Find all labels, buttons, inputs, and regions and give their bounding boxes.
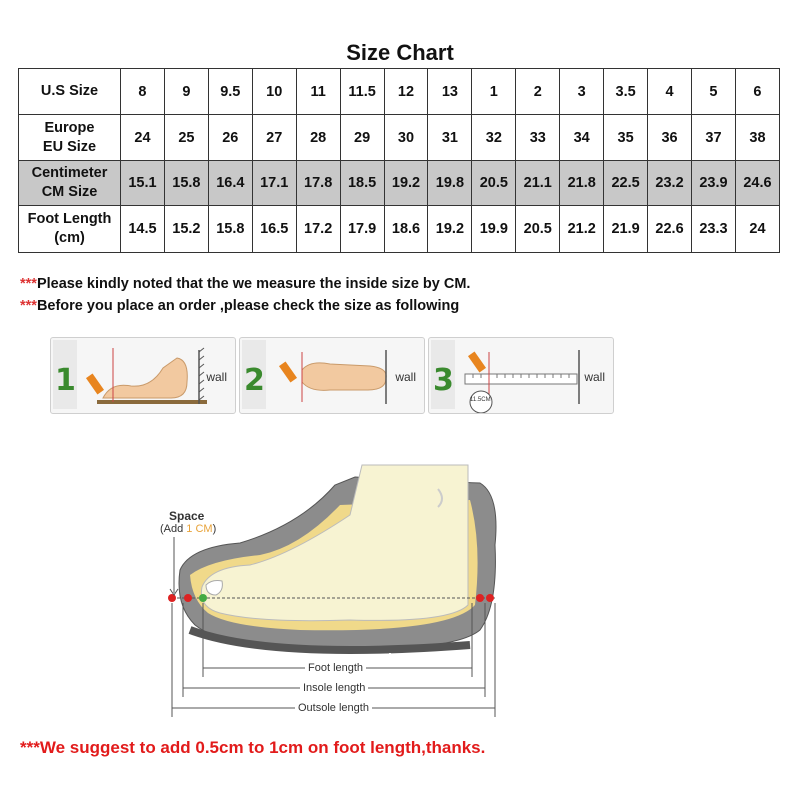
table-cell: 37: [691, 115, 735, 161]
table-cell: 22.6: [648, 206, 692, 253]
row-header: U.S Size: [19, 69, 121, 115]
table-cell: 11.5: [340, 69, 384, 115]
add-space-suffix: ): [212, 523, 217, 535]
table-cell: 19.2: [384, 161, 428, 206]
row-header: [19, 206, 121, 253]
measure-step-2: [239, 337, 425, 414]
row-header: [19, 115, 121, 161]
table-cell: 18.5: [340, 161, 384, 206]
table-cell: 24: [735, 206, 779, 253]
table-cell: 1: [472, 69, 516, 115]
table-cell: 29: [340, 115, 384, 161]
shoe-illustration: [150, 455, 510, 720]
table-cell: 17.9: [340, 206, 384, 253]
row-header-line1: Centimeter: [31, 165, 108, 181]
table-cell: 19.8: [428, 161, 472, 206]
table-cell: 23.3: [691, 206, 735, 253]
table-cell: 30: [384, 115, 428, 161]
table-row-us-size: [19, 69, 780, 115]
outsole-length-label: Outsole length: [295, 702, 372, 714]
note-text: Please kindly noted that the we measure the inside size by CM.: [36, 276, 471, 292]
step-number: 1: [55, 363, 76, 398]
table-cell: 18.6: [384, 206, 428, 253]
table-cell: 28: [296, 115, 340, 161]
table-cell: 17.2: [296, 206, 340, 253]
measure-step-3: [428, 337, 614, 414]
table-cell: 5: [691, 69, 735, 115]
table-cell: 13: [428, 69, 472, 115]
table-cell: 15.2: [164, 206, 208, 253]
row-header-line1: Europe: [44, 119, 95, 136]
note-text: Before you place an order ,please check the size as following: [36, 298, 460, 314]
table-cell: 9.5: [208, 69, 252, 115]
table-cell: 11: [296, 69, 340, 115]
table-cell: 27: [252, 115, 296, 161]
table-cell: 17.8: [296, 161, 340, 206]
insole-length-label: Insole length: [300, 682, 368, 694]
note-check-size: [20, 298, 459, 314]
row-header-line2: (cm): [54, 230, 85, 246]
add-space-label: [160, 523, 216, 535]
table-cell: 22.5: [604, 161, 648, 206]
table-cell: 23.9: [691, 161, 735, 206]
table-cell: 21.8: [560, 161, 604, 206]
table-cell: 35: [604, 115, 648, 161]
table-cell: 15.8: [164, 161, 208, 206]
wall-label: wall: [206, 370, 227, 384]
table-cell: 19.2: [428, 206, 472, 253]
table-row-foot-length: [19, 206, 780, 253]
suggestion-note: ***We suggest to add 0.5cm to 1cm on foot length,thanks.: [20, 738, 486, 757]
table-cell: 15.8: [208, 206, 252, 253]
table-cell: 9: [164, 69, 208, 115]
table-cell: 31: [428, 115, 472, 161]
row-header-line2: EU Size: [42, 138, 97, 155]
table-cell: 3: [560, 69, 604, 115]
measure-step-1: [50, 337, 236, 414]
row-header-line2: CM Size: [41, 184, 98, 200]
size-chart-table: [18, 68, 780, 253]
table-cell: 2: [516, 69, 560, 115]
ruler-value-label: 11.5CM: [470, 397, 491, 403]
table-cell: 6: [735, 69, 779, 115]
table-cell: 3.5: [604, 69, 648, 115]
wall-label: wall: [395, 370, 416, 384]
table-cell: 20.5: [472, 161, 516, 206]
table-cell: 32: [472, 115, 516, 161]
table-cell: 36: [648, 115, 692, 161]
table-cell: 33: [516, 115, 560, 161]
table-cell: 16.4: [208, 161, 252, 206]
table-cell: 23.2: [648, 161, 692, 206]
table-row-eu-size: [19, 115, 780, 161]
note-inside-size: [20, 276, 470, 292]
table-cell: 16.5: [252, 206, 296, 253]
table-cell: 12: [384, 69, 428, 115]
table-cell: 24.6: [735, 161, 779, 206]
table-cell: 15.1: [121, 161, 165, 206]
row-header-line1: Foot Length: [27, 211, 112, 227]
wall-label: wall: [584, 370, 605, 384]
add-space-value: 1 CM: [186, 523, 213, 535]
table-cell: 21.2: [560, 206, 604, 253]
table-row-cm-size: [19, 161, 780, 206]
table-cell: 26: [208, 115, 252, 161]
add-space-prefix: (Add: [160, 523, 187, 535]
table-cell: 10: [252, 69, 296, 115]
table-cell: 38: [735, 115, 779, 161]
table-cell: 19.9: [472, 206, 516, 253]
table-cell: 24: [121, 115, 165, 161]
note-stars: ***: [20, 276, 37, 292]
table-cell: 4: [648, 69, 692, 115]
space-label: Space: [169, 509, 205, 523]
table-cell: 17.1: [252, 161, 296, 206]
table-cell: 34: [560, 115, 604, 161]
foot-length-label: Foot length: [305, 662, 366, 674]
step-number: 3: [433, 363, 454, 398]
step-number: 2: [244, 363, 265, 398]
table-cell: 20.5: [516, 206, 560, 253]
table-cell: 21.1: [516, 161, 560, 206]
shoe-foot-diagram: [150, 455, 510, 725]
table-cell: 25: [164, 115, 208, 161]
page-title: Size Chart: [346, 40, 454, 65]
table-cell: 14.5: [121, 206, 165, 253]
note-stars: ***: [20, 298, 37, 314]
table-cell: 21.9: [604, 206, 648, 253]
row-header: [19, 161, 121, 206]
table-cell: 8: [121, 69, 165, 115]
